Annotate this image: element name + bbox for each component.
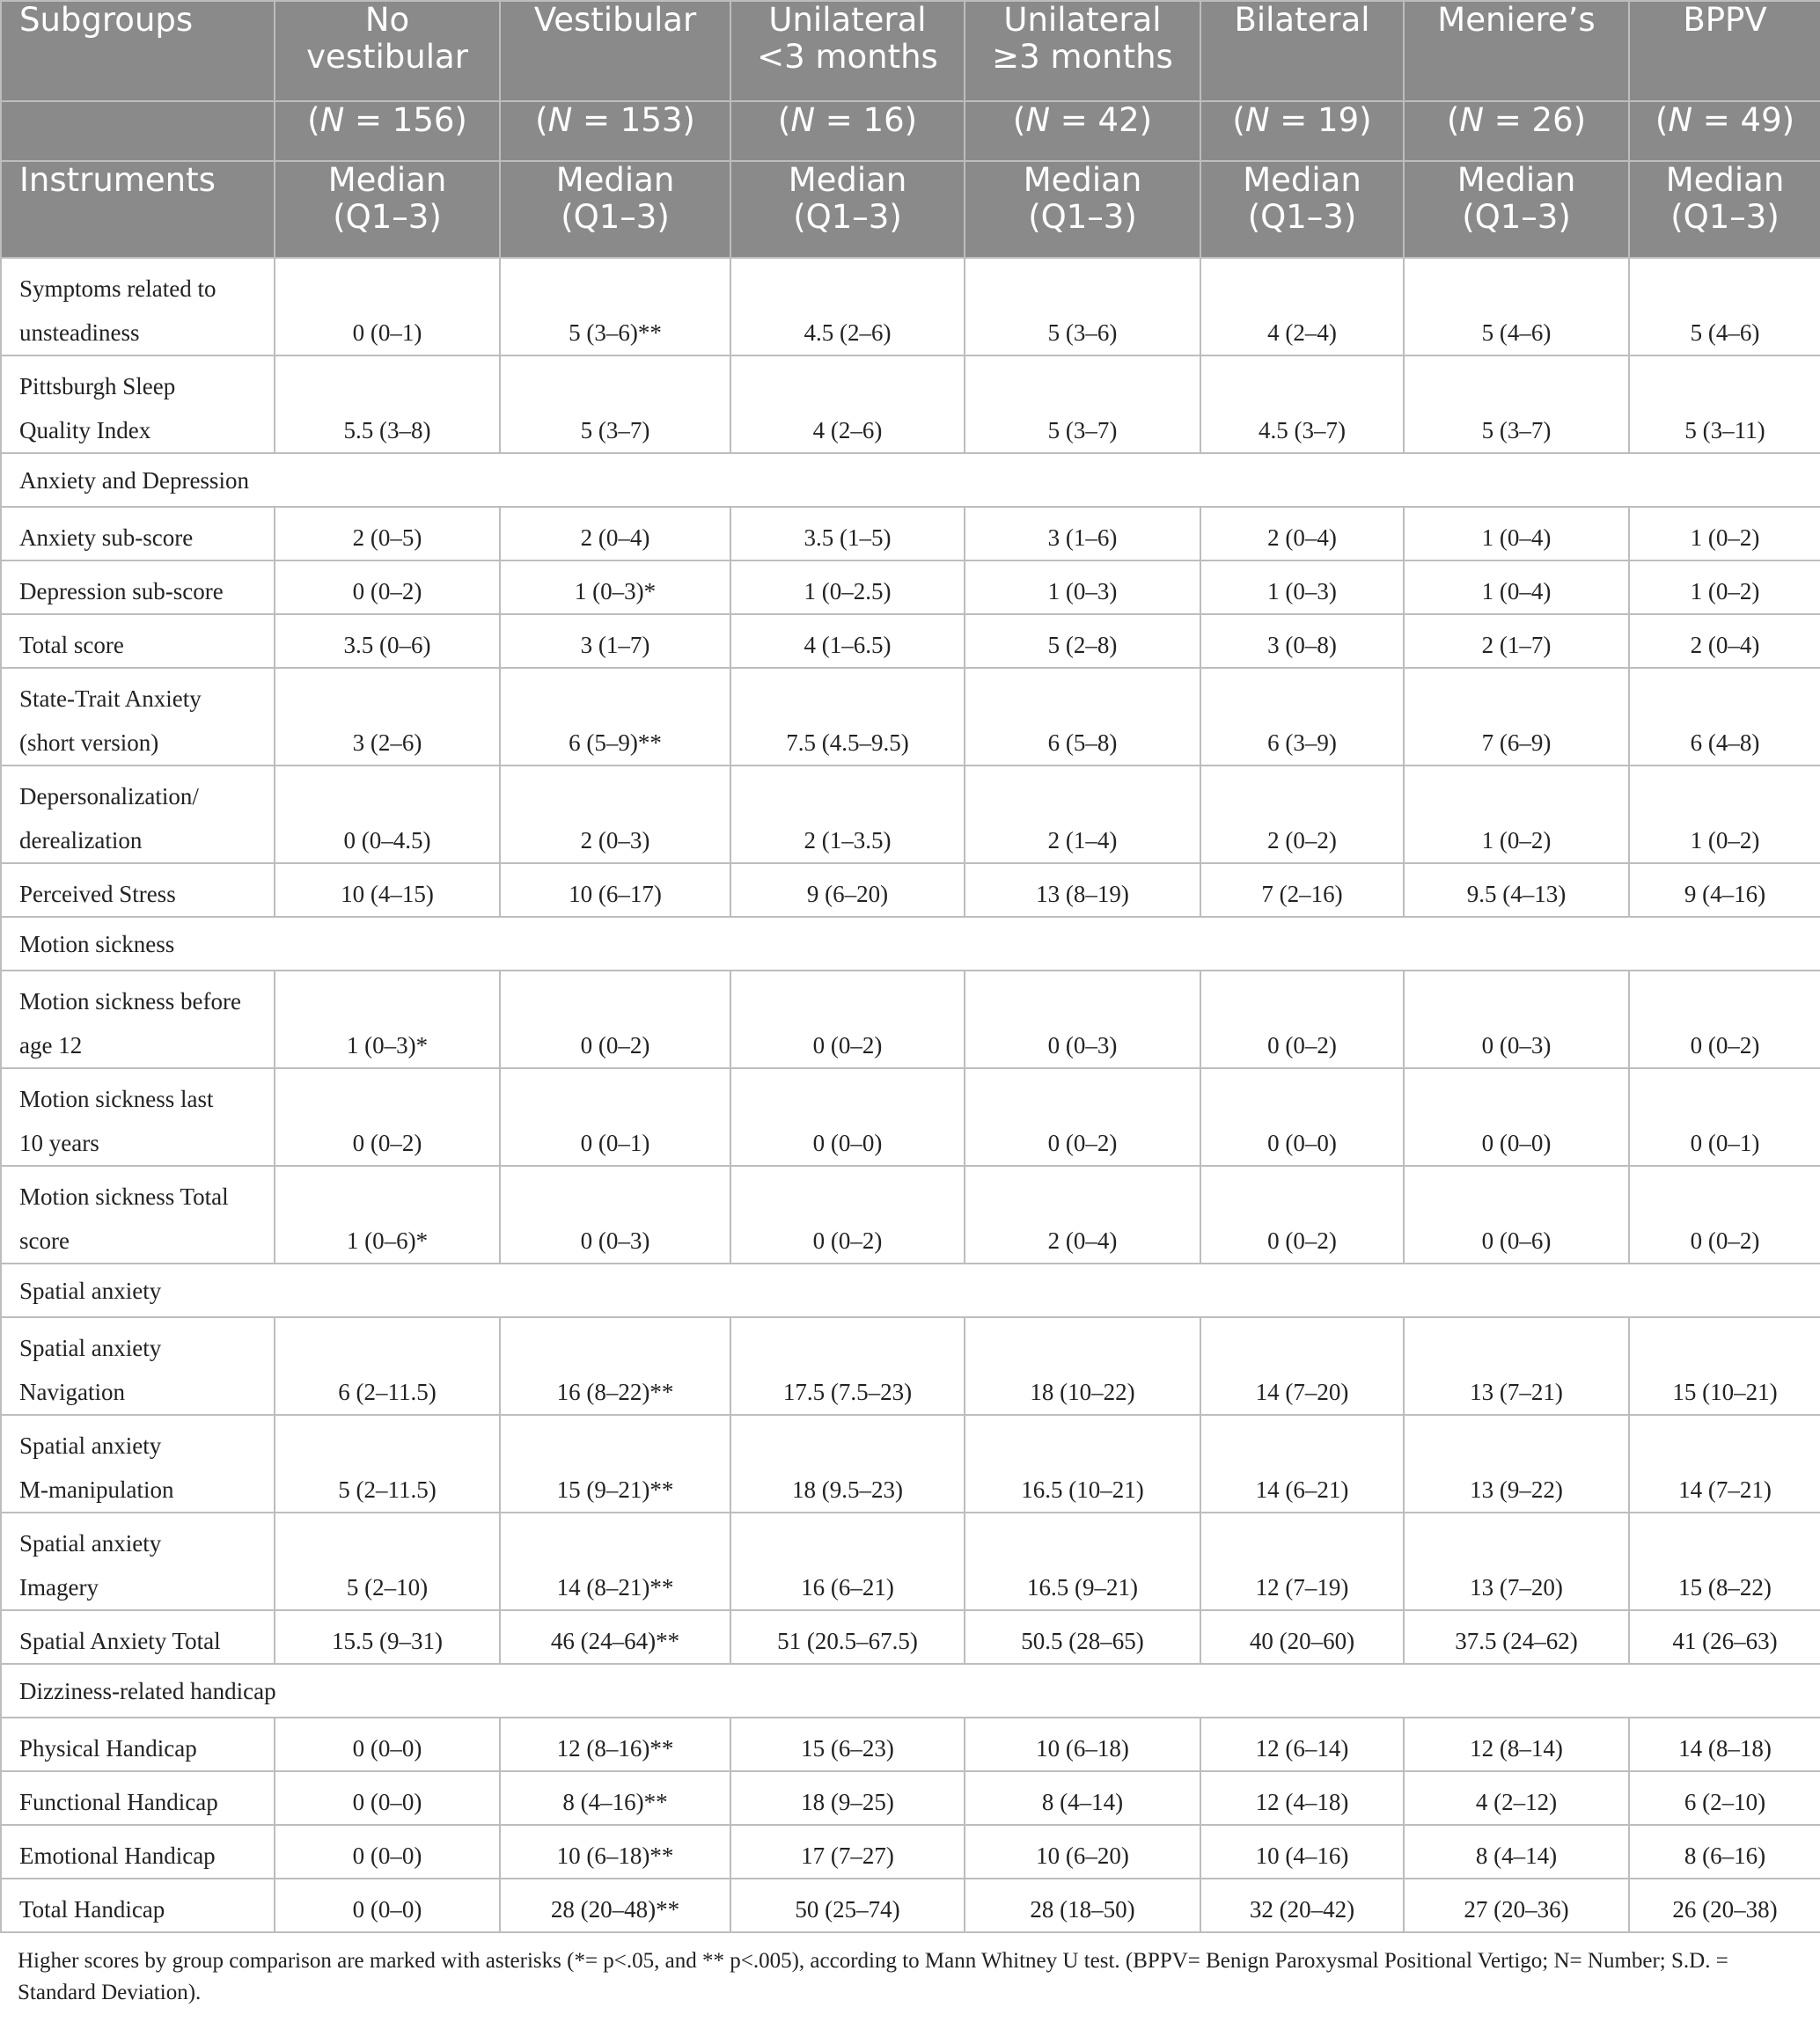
- header-group-n: (N = 16): [730, 101, 965, 161]
- value-cell: 1 (0–2): [1629, 507, 1820, 560]
- value-cell: 28 (20–48)**: [500, 1879, 730, 1932]
- value-cell: 2 (1–4): [965, 766, 1200, 863]
- header-row-stat: [1, 161, 1820, 258]
- value-cell: 15 (10–21): [1629, 1317, 1820, 1415]
- value-cell: 17.5 (7.5–23): [730, 1317, 965, 1415]
- header-group-n: (N = 153): [500, 101, 730, 161]
- value-cell: 14 (6–21): [1200, 1415, 1404, 1513]
- table-row: [1, 507, 1820, 560]
- value-cell: 14 (7–20): [1200, 1317, 1404, 1415]
- section-label: Spatial anxiety: [1, 1264, 1820, 1317]
- header-row-n: [1, 101, 1820, 161]
- value-cell: 5.5 (3–8): [275, 355, 500, 453]
- value-cell: 0 (0–2): [730, 1166, 965, 1264]
- header-stat-label: Median (Q1–3): [730, 161, 965, 258]
- table-row: [1, 863, 1820, 917]
- table-footnote: Higher scores by group comparison are marked with asterisks (*= p<.05, and ** p<.005), according to Mann Whitney U test. (BPPV= Benign Paroxysmal Positional Vertigo; N= Number; S.D. = Standard Deviation).: [18, 1949, 1728, 2004]
- table-row: [1, 1513, 1820, 1610]
- value-cell: 5 (3–7): [500, 355, 730, 453]
- value-cell: 8 (4–16)**: [500, 1771, 730, 1825]
- value-cell: 46 (24–64)**: [500, 1610, 730, 1664]
- value-cell: 5 (3–7): [965, 355, 1200, 453]
- value-cell: 14 (8–18): [1629, 1718, 1820, 1771]
- value-cell: 15 (6–23): [730, 1718, 965, 1771]
- value-cell: 1 (0–3)*: [500, 560, 730, 614]
- value-cell: 41 (26–63): [1629, 1610, 1820, 1664]
- row-label: Depersonalization/ derealization: [1, 766, 275, 863]
- value-cell: 3.5 (1–5): [730, 507, 965, 560]
- header-group-n: (N = 49): [1629, 101, 1820, 161]
- value-cell: 4.5 (3–7): [1200, 355, 1404, 453]
- table-row: [1, 1879, 1820, 1932]
- table-row: [1, 1317, 1820, 1415]
- value-cell: 12 (6–14): [1200, 1718, 1404, 1771]
- value-cell: 2 (1–7): [1404, 614, 1629, 668]
- value-cell: 16.5 (9–21): [965, 1513, 1200, 1610]
- table-row: [1, 1825, 1820, 1879]
- value-cell: 12 (4–18): [1200, 1771, 1404, 1825]
- value-cell: 1 (0–3): [965, 560, 1200, 614]
- value-cell: 0 (0–0): [1404, 1068, 1629, 1166]
- value-cell: 12 (8–16)**: [500, 1718, 730, 1771]
- section-label: Dizziness-related handicap: [1, 1664, 1820, 1718]
- value-cell: 13 (7–20): [1404, 1513, 1629, 1610]
- value-cell: 4 (2–4): [1200, 258, 1404, 355]
- value-cell: 18 (10–22): [965, 1317, 1200, 1415]
- table-row: [1, 614, 1820, 668]
- value-cell: 3.5 (0–6): [275, 614, 500, 668]
- value-cell: 8 (4–14): [1404, 1825, 1629, 1879]
- value-cell: 1 (0–4): [1404, 507, 1629, 560]
- value-cell: 2 (0–2): [1200, 766, 1404, 863]
- section-row: [1, 1264, 1820, 1317]
- table-row: [1, 766, 1820, 863]
- value-cell: 0 (0–1): [1629, 1068, 1820, 1166]
- header-stat-label: Median (Q1–3): [1629, 161, 1820, 258]
- table-row: [1, 1166, 1820, 1264]
- value-cell: 9 (6–20): [730, 863, 965, 917]
- value-cell: 13 (9–22): [1404, 1415, 1629, 1513]
- value-cell: 9 (4–16): [1629, 863, 1820, 917]
- value-cell: 0 (0–2): [275, 1068, 500, 1166]
- value-cell: 15 (8–22): [1629, 1513, 1820, 1610]
- value-cell: 4 (2–12): [1404, 1771, 1629, 1825]
- value-cell: 2 (0–4): [500, 507, 730, 560]
- value-cell: 6 (5–8): [965, 668, 1200, 766]
- header-stat-label: Median (Q1–3): [275, 161, 500, 258]
- value-cell: 5 (3–6)**: [500, 258, 730, 355]
- row-label: Motion sickness last 10 years: [1, 1068, 275, 1166]
- value-cell: 0 (0–0): [275, 1771, 500, 1825]
- value-cell: 14 (8–21)**: [500, 1513, 730, 1610]
- value-cell: 5 (2–10): [275, 1513, 500, 1610]
- value-cell: 1 (0–6)*: [275, 1166, 500, 1264]
- header-blank-cell: [1, 101, 275, 161]
- header-stat-label: Median (Q1–3): [1404, 161, 1629, 258]
- value-cell: 6 (4–8): [1629, 668, 1820, 766]
- row-label: Depression sub-score: [1, 560, 275, 614]
- value-cell: 10 (6–17): [500, 863, 730, 917]
- value-cell: 1 (0–3): [1200, 560, 1404, 614]
- value-cell: 1 (0–4): [1404, 560, 1629, 614]
- row-label: Total score: [1, 614, 275, 668]
- header-group-n: (N = 156): [275, 101, 500, 161]
- value-cell: 0 (0–0): [730, 1068, 965, 1166]
- value-cell: 9.5 (4–13): [1404, 863, 1629, 917]
- value-cell: 10 (6–20): [965, 1825, 1200, 1879]
- value-cell: 0 (0–0): [275, 1718, 500, 1771]
- row-label: State-Trait Anxiety (short version): [1, 668, 275, 766]
- value-cell: 7 (2–16): [1200, 863, 1404, 917]
- value-cell: 7.5 (4.5–9.5): [730, 668, 965, 766]
- row-label: Anxiety sub-score: [1, 507, 275, 560]
- value-cell: 16 (6–21): [730, 1513, 965, 1610]
- row-label: Emotional Handicap: [1, 1825, 275, 1879]
- value-cell: 0 (0–1): [500, 1068, 730, 1166]
- header-stat-label: Median (Q1–3): [1200, 161, 1404, 258]
- value-cell: 7 (6–9): [1404, 668, 1629, 766]
- value-cell: 0 (0–2): [1629, 1166, 1820, 1264]
- value-cell: 8 (4–14): [965, 1771, 1200, 1825]
- header-instruments-label: Instruments: [1, 161, 275, 258]
- value-cell: 0 (0–2): [500, 971, 730, 1068]
- header-group-name: No vestibular: [275, 1, 500, 101]
- header-row-groups: [1, 1, 1820, 101]
- value-cell: 3 (2–6): [275, 668, 500, 766]
- value-cell: 10 (6–18)**: [500, 1825, 730, 1879]
- value-cell: 1 (0–2.5): [730, 560, 965, 614]
- header-group-name: BPPV: [1629, 1, 1820, 101]
- section-label: Motion sickness: [1, 917, 1820, 971]
- value-cell: 0 (0–0): [275, 1825, 500, 1879]
- value-cell: 0 (0–2): [730, 971, 965, 1068]
- value-cell: 4.5 (2–6): [730, 258, 965, 355]
- table-row: [1, 1771, 1820, 1825]
- value-cell: 10 (4–15): [275, 863, 500, 917]
- value-cell: 4 (1–6.5): [730, 614, 965, 668]
- value-cell: 18 (9–25): [730, 1771, 965, 1825]
- row-label: Motion sickness before age 12: [1, 971, 275, 1068]
- header-group-name: Meniere’s: [1404, 1, 1629, 101]
- value-cell: 51 (20.5–67.5): [730, 1610, 965, 1664]
- header-stat-label: Median (Q1–3): [500, 161, 730, 258]
- header-group-name: Vestibular: [500, 1, 730, 101]
- value-cell: 12 (8–14): [1404, 1718, 1629, 1771]
- section-label: Anxiety and Depression: [1, 453, 1820, 507]
- section-row: [1, 917, 1820, 971]
- value-cell: 6 (2–10): [1629, 1771, 1820, 1825]
- value-cell: 3 (0–8): [1200, 614, 1404, 668]
- row-label: Physical Handicap: [1, 1718, 275, 1771]
- table-row: [1, 971, 1820, 1068]
- value-cell: 3 (1–6): [965, 507, 1200, 560]
- table-row: [1, 560, 1820, 614]
- row-label: Total Handicap: [1, 1879, 275, 1932]
- value-cell: 6 (2–11.5): [275, 1317, 500, 1415]
- value-cell: 0 (0–1): [275, 258, 500, 355]
- value-cell: 12 (7–19): [1200, 1513, 1404, 1610]
- value-cell: 2 (0–4): [1629, 614, 1820, 668]
- value-cell: 27 (20–36): [1404, 1879, 1629, 1932]
- value-cell: 50.5 (28–65): [965, 1610, 1200, 1664]
- value-cell: 13 (7–21): [1404, 1317, 1629, 1415]
- value-cell: 16 (8–22)**: [500, 1317, 730, 1415]
- row-label: Functional Handicap: [1, 1771, 275, 1825]
- header-group-n: (N = 19): [1200, 101, 1404, 161]
- value-cell: 8 (6–16): [1629, 1825, 1820, 1879]
- value-cell: 10 (4–16): [1200, 1825, 1404, 1879]
- table-row: [1, 1415, 1820, 1513]
- table-row: [1, 668, 1820, 766]
- value-cell: 1 (0–2): [1629, 766, 1820, 863]
- value-cell: 2 (0–4): [1200, 507, 1404, 560]
- value-cell: 3 (1–7): [500, 614, 730, 668]
- value-cell: 0 (0–3): [965, 971, 1200, 1068]
- header-group-name: Unilateral ≥3 months: [965, 1, 1200, 101]
- value-cell: 5 (3–11): [1629, 355, 1820, 453]
- value-cell: 2 (0–5): [275, 507, 500, 560]
- value-cell: 17 (7–27): [730, 1825, 965, 1879]
- value-cell: 0 (0–3): [500, 1166, 730, 1264]
- row-label: Symptoms related to unsteadiness: [1, 258, 275, 355]
- value-cell: 16.5 (10–21): [965, 1415, 1200, 1513]
- value-cell: 1 (0–3)*: [275, 971, 500, 1068]
- value-cell: 5 (2–8): [965, 614, 1200, 668]
- value-cell: 0 (0–0): [275, 1879, 500, 1932]
- header-group-name: Unilateral <3 months: [730, 1, 965, 101]
- value-cell: 0 (0–2): [1629, 971, 1820, 1068]
- row-label: Spatial anxiety M-manipulation: [1, 1415, 275, 1513]
- row-label: Pittsburgh Sleep Quality Index: [1, 355, 275, 453]
- table-row: [1, 1068, 1820, 1166]
- value-cell: 40 (20–60): [1200, 1610, 1404, 1664]
- value-cell: 14 (7–21): [1629, 1415, 1820, 1513]
- row-label: Spatial anxiety Navigation: [1, 1317, 275, 1415]
- value-cell: 0 (0–2): [965, 1068, 1200, 1166]
- value-cell: 15.5 (9–31): [275, 1610, 500, 1664]
- row-label: Spatial anxiety Imagery: [1, 1513, 275, 1610]
- header-stat-label: Median (Q1–3): [965, 161, 1200, 258]
- value-cell: 28 (18–50): [965, 1879, 1200, 1932]
- value-cell: 5 (3–7): [1404, 355, 1629, 453]
- section-row: [1, 1664, 1820, 1718]
- value-cell: 0 (0–2): [1200, 971, 1404, 1068]
- value-cell: 1 (0–2): [1629, 560, 1820, 614]
- row-label: Perceived Stress: [1, 863, 275, 917]
- value-cell: 5 (2–11.5): [275, 1415, 500, 1513]
- section-row: [1, 453, 1820, 507]
- value-cell: 0 (0–3): [1404, 971, 1629, 1068]
- value-cell: 37.5 (24–62): [1404, 1610, 1629, 1664]
- value-cell: 32 (20–42): [1200, 1879, 1404, 1932]
- value-cell: 0 (0–4.5): [275, 766, 500, 863]
- value-cell: 0 (0–2): [1200, 1166, 1404, 1264]
- table-row: [1, 258, 1820, 355]
- header-group-n: (N = 26): [1404, 101, 1629, 161]
- value-cell: 0 (0–6): [1404, 1166, 1629, 1264]
- value-cell: 10 (6–18): [965, 1718, 1200, 1771]
- row-label: Spatial Anxiety Total: [1, 1610, 275, 1664]
- table-row: [1, 1718, 1820, 1771]
- value-cell: 6 (3–9): [1200, 668, 1404, 766]
- value-cell: 5 (3–6): [965, 258, 1200, 355]
- value-cell: 4 (2–6): [730, 355, 965, 453]
- value-cell: 5 (4–6): [1629, 258, 1820, 355]
- value-cell: 13 (8–19): [965, 863, 1200, 917]
- value-cell: 2 (0–4): [965, 1166, 1200, 1264]
- value-cell: 0 (0–0): [1200, 1068, 1404, 1166]
- table-row: [1, 355, 1820, 453]
- value-cell: 6 (5–9)**: [500, 668, 730, 766]
- row-label: Motion sickness Total score: [1, 1166, 275, 1264]
- value-cell: 18 (9.5–23): [730, 1415, 965, 1513]
- value-cell: 2 (0–3): [500, 766, 730, 863]
- table-row: [1, 1610, 1820, 1664]
- header-group-n: (N = 42): [965, 101, 1200, 161]
- header-subgroups-label: Subgroups: [1, 1, 275, 101]
- value-cell: 1 (0–2): [1404, 766, 1629, 863]
- value-cell: 15 (9–21)**: [500, 1415, 730, 1513]
- value-cell: 5 (4–6): [1404, 258, 1629, 355]
- value-cell: 50 (25–74): [730, 1879, 965, 1932]
- value-cell: 2 (1–3.5): [730, 766, 965, 863]
- value-cell: 0 (0–2): [275, 560, 500, 614]
- value-cell: 26 (20–38): [1629, 1879, 1820, 1932]
- header-group-name: Bilateral: [1200, 1, 1404, 101]
